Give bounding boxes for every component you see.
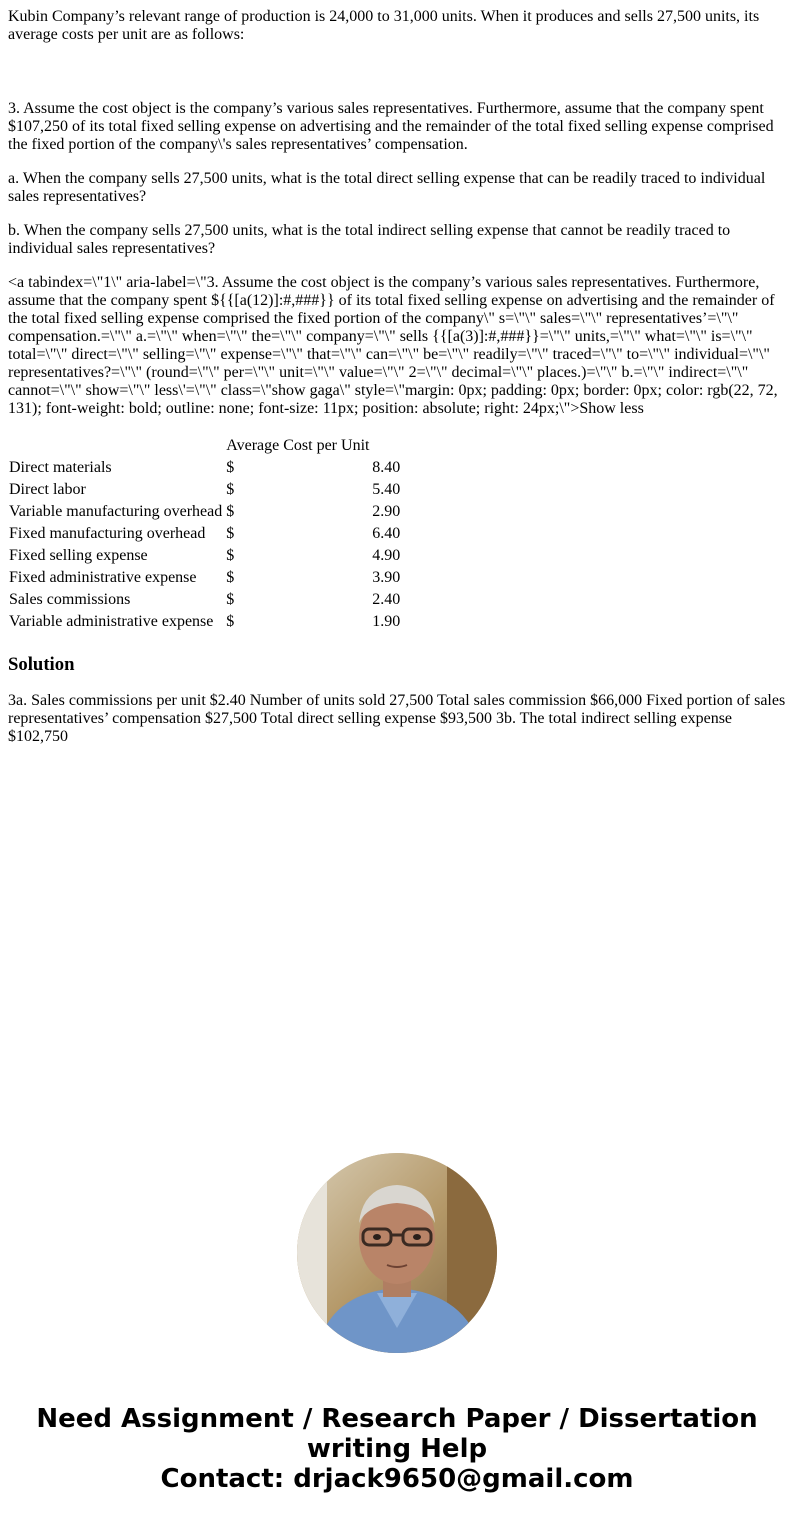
row-value: 8.40 xyxy=(372,459,401,476)
table-row xyxy=(8,568,401,588)
document-body xyxy=(0,0,794,746)
row-label: Fixed selling expense xyxy=(9,547,148,564)
row-value: 4.90 xyxy=(372,547,401,564)
footer-line-2: writing Help xyxy=(306,1434,488,1464)
raw-html-text: <a tabindex=\"1\" aria-label=\"3. Assume the cost object is the company’s various sales representatives. Furthermore, assume that the company spent ${{[a(12)]:#,###}} of its total fixed selling expense on advertising and the remainder of the total fixed selling expense comprised the fixed portion of the company\" s=\"\" sales=\"\" representatives’=\"\" compensation.=\"\" a.=\"\" when=\"\" the=\"\" company=\"\" sells {{[a(3)]:#,###}}=\"\" units,=\"\" what=\"\" is=\"\" total=\"\" direct=\"\" selling=\"\" expense=\"\" that=\"\" can=\"\" be=\"\" readily=\"\" traced=\"\" to=\"\" individual=\"\" representatives?=\"\" (round=\"\" per=\"\" unit=\"\" value=\"\" 2=\"\" decimal=\"\" places.)=\"\" b.=\"\" indirect=\"\" cannot=\"\" show=\"\" less\'=\"\" class=\"show gaga\" style=\"margin: 0px; padding: 0px; border: 0px; color: rgb(22, 72, 131); font-weight: bold; outline: none; font-size: 11px; position: absolute; right: 24px;\">Show less xyxy=(8,274,778,417)
row-value: 5.40 xyxy=(372,481,401,498)
table-row xyxy=(8,480,401,500)
row-value: 1.90 xyxy=(372,613,401,630)
row-currency: $ xyxy=(226,547,235,564)
author-avatar xyxy=(297,1153,497,1353)
row-currency: $ xyxy=(226,459,235,476)
table-row xyxy=(8,546,401,566)
footer-contact: Contact: drjack9650@gmail.com xyxy=(160,1464,634,1494)
solution-heading: Solution xyxy=(8,654,75,675)
row-label: Fixed administrative expense xyxy=(9,569,197,586)
row-value: 2.40 xyxy=(372,591,401,608)
avatar-portrait xyxy=(297,1153,497,1353)
table-row xyxy=(8,458,401,478)
question-3b: b. When the company sells 27,500 units, what is the total indirect selling expense that cannot be readily traced to individual sales representatives? xyxy=(8,222,731,257)
intro-paragraph: Kubin Company’s relevant range of production is 24,000 to 31,000 units. When it produces and sells 27,500 units, its average costs per unit are as follows: xyxy=(8,8,760,43)
row-value: 6.40 xyxy=(372,525,401,542)
question-3: 3. Assume the cost object is the company’s various sales representatives. Furthermore, assume that the company spent $107,250 of its total fixed selling expense on advertising and the remainder of the total fixed selling expense comprised the fixed portion of the company\'s sales representatives’ compensation. xyxy=(8,100,774,153)
table-row xyxy=(8,502,401,522)
row-label: Direct materials xyxy=(9,459,112,476)
row-label: Sales commissions xyxy=(9,591,131,608)
question-3a: a. When the company sells 27,500 units, what is the total direct selling expense that can be readily traced to individual sales representatives? xyxy=(8,170,766,205)
row-label: Fixed manufacturing overhead xyxy=(9,525,206,542)
table-row xyxy=(8,524,401,544)
table-row xyxy=(8,590,401,610)
spacer xyxy=(8,60,786,100)
row-currency: $ xyxy=(226,525,235,542)
footer-banner xyxy=(0,1404,794,1494)
table-header: Average Cost per Unit xyxy=(226,437,370,454)
row-label: Variable manufacturing overhead xyxy=(9,503,223,520)
cost-table xyxy=(6,434,403,634)
row-value: 3.90 xyxy=(372,569,401,586)
row-label: Variable administrative expense xyxy=(9,613,214,630)
footer-line-1: Need Assignment / Research Paper / Dissertation xyxy=(36,1404,758,1434)
table-row xyxy=(8,612,401,632)
table-header-row xyxy=(8,436,401,456)
row-currency: $ xyxy=(226,569,235,586)
row-currency: $ xyxy=(226,503,235,520)
solution-text: 3a. Sales commissions per unit $2.40 Number of units sold 27,500 Total sales commission $66,000 Fixed portion of sales representatives’ compensation $27,500 Total direct selling expense $93,500 3b. The total indirect selling expense $102,750 xyxy=(8,692,786,745)
row-currency: $ xyxy=(226,591,235,608)
row-label: Direct labor xyxy=(9,481,86,498)
row-value: 2.90 xyxy=(372,503,401,520)
row-currency: $ xyxy=(226,613,235,630)
row-currency: $ xyxy=(226,481,235,498)
